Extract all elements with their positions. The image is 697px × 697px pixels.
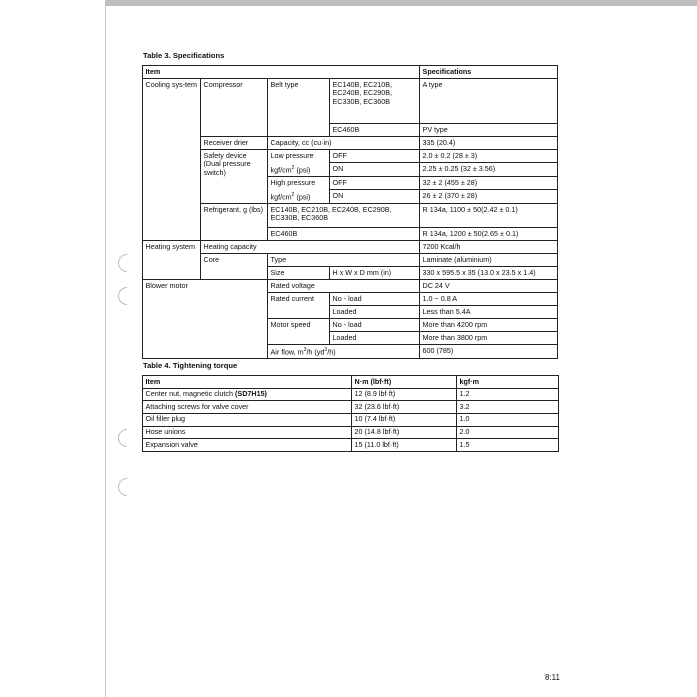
models-b: EC140B, EC210B, EC240B, EC290B, EC330B, EC360B	[268, 204, 420, 228]
heating-system-label: Heating system	[143, 241, 201, 254]
current-no-load-label: No - load	[330, 293, 420, 306]
refrigerant-value-a: R 134a, 1100 ± 50(2.42 ± 0.1)	[420, 204, 558, 228]
low-on-label: ON	[330, 163, 420, 177]
speed-loaded-label: Loaded	[330, 332, 420, 345]
table-row	[143, 267, 558, 280]
header-specifications: Specifications	[420, 66, 558, 79]
page-top-edge	[105, 0, 697, 6]
torque-nm: 32 (23.6 lbf·ft)	[352, 401, 457, 414]
torque-kgfm: 2.0	[457, 426, 559, 439]
header-item: Item	[143, 66, 420, 79]
rated-current-label: Rated current	[268, 293, 330, 306]
specifications-table	[142, 65, 558, 359]
speed-loaded-value: More than 3800 rpm	[420, 332, 558, 345]
capacity-value: 335 (20.4)	[420, 137, 558, 150]
table-row	[143, 439, 559, 452]
table-row	[143, 401, 559, 414]
torque-nm: 12 (8.9 lbf·ft)	[352, 388, 457, 401]
low-off-value: 2.0 ± 0.2 (28 ± 3)	[420, 150, 558, 163]
air-flow-value: 600 (785)	[420, 345, 558, 359]
size-label: Size	[268, 267, 330, 280]
torque-item: Hose unions	[143, 426, 352, 439]
heating-capacity-value: 7200 Kcal/h	[420, 241, 558, 254]
high-on-label: ON	[330, 190, 420, 204]
size-value: 330 x 595.5 x 35 (13.0 x 23.5 x 1.4)	[420, 267, 558, 280]
table-row	[143, 137, 558, 150]
type-value: Laminate (aluminium)	[420, 254, 558, 267]
high-off-value: 32 ± 2 (455 ± 28)	[420, 177, 558, 190]
refrigerant-label: Refrigerant, g (lbs)	[201, 204, 268, 228]
high-on-value: 26 ± 2 (370 ± 28)	[420, 190, 558, 204]
blower-motor-label: Blower motor	[143, 280, 268, 293]
table-header-row	[143, 66, 558, 79]
table-row	[143, 241, 558, 254]
table-row	[143, 413, 559, 426]
low-pressure-label: Low pressure	[268, 150, 330, 163]
high-off-label: OFF	[330, 177, 420, 190]
receiver-drier-label: Receiver drier	[201, 137, 268, 150]
table-row	[143, 293, 558, 306]
high-unit-label: kgf/$cm^2$ (psi)	[268, 190, 330, 204]
table-header-row	[143, 376, 559, 389]
torque-item: Attaching screws for valve cover	[143, 401, 352, 414]
table-row	[143, 345, 558, 359]
torque-kgfm: 1.2	[457, 388, 559, 401]
motor-speed-label: Motor speed	[268, 319, 330, 332]
current-no-load-value: 1.0 ~ 0.8 A	[420, 293, 558, 306]
table-row	[143, 254, 558, 267]
core-label: Core	[201, 254, 268, 267]
header-item: Item	[143, 376, 352, 389]
torque-nm: 20 (14.8 lbf·ft)	[352, 426, 457, 439]
safety-device-label: Safety device (Dual pressure switch)	[201, 150, 268, 204]
rated-voltage-value: DC 24 V	[420, 280, 558, 293]
torque-item: Center nut, magnetic clutch (SD7H15)	[143, 388, 352, 401]
header-kgfm: kgf·m	[457, 376, 559, 389]
low-off-label: OFF	[330, 150, 420, 163]
table-row	[143, 332, 558, 345]
table3-title: Table 3. Specifications	[143, 51, 225, 60]
torque-kgfm: 1.0	[457, 413, 559, 426]
rated-voltage-label: Rated voltage	[268, 280, 420, 293]
capacity-label: Capacity, cc (cu·in)	[268, 137, 420, 150]
models-a: EC140B, EC210B, EC240B, EC290B, EC330B, EC360B	[330, 79, 420, 124]
size-dims: H x W x D mm (in)	[330, 267, 420, 280]
table-row	[143, 280, 558, 293]
low-unit-label: kgf/$cm^2$ (psi)	[268, 163, 330, 177]
high-pressure-label: High pressure	[268, 177, 330, 190]
page-number: 8:11	[545, 673, 560, 682]
belt-type-label: Belt type	[268, 79, 330, 124]
torque-item: Oil filler plug	[143, 413, 352, 426]
torque-kgfm: 3.2	[457, 401, 559, 414]
torque-nm: 10 (7.4 lbf·ft)	[352, 413, 457, 426]
model-ec460b: EC460B	[330, 124, 420, 137]
a-type-value: A type	[420, 79, 558, 124]
current-loaded-label: Loaded	[330, 306, 420, 319]
table-row	[143, 319, 558, 332]
table-row	[143, 150, 558, 163]
current-loaded-value: Less than 5.4A	[420, 306, 558, 319]
type-label: Type	[268, 254, 420, 267]
table-row	[143, 306, 558, 319]
speed-no-load-label: No - load	[330, 319, 420, 332]
cooling-system-label: Cooling sys-tem	[143, 79, 201, 124]
low-on-value: 2.25 ± 0.25 (32 ± 3.56)	[420, 163, 558, 177]
table-row	[143, 228, 558, 241]
table-row	[143, 426, 559, 439]
air-flow-label: Air flow, $m^3/h$ $(yd^3/h)$	[268, 345, 420, 359]
refrigerant-model-ec460b: EC460B	[268, 228, 420, 241]
scan-background	[0, 0, 105, 697]
table4-title: Table 4. Tightening torque	[143, 361, 238, 370]
compressor-label: Compressor	[201, 79, 268, 124]
header-nm: N·m (lbf·ft)	[352, 376, 457, 389]
heating-capacity-label: Heating capacity	[201, 241, 420, 254]
pv-type-value: PV type	[420, 124, 558, 137]
tightening-torque-table	[142, 375, 559, 452]
refrigerant-value-b: R 134a, 1200 ± 50(2.65 ± 0.1)	[420, 228, 558, 241]
table-row	[143, 124, 558, 137]
table-row	[143, 204, 558, 228]
torque-kgfm: 1.5	[457, 439, 559, 452]
speed-no-load-value: More than 4200 rpm	[420, 319, 558, 332]
table-row	[143, 79, 558, 124]
torque-nm: 15 (11.0 lbf·ft)	[352, 439, 457, 452]
torque-item: Expansion valve	[143, 439, 352, 452]
table-row	[143, 388, 559, 401]
